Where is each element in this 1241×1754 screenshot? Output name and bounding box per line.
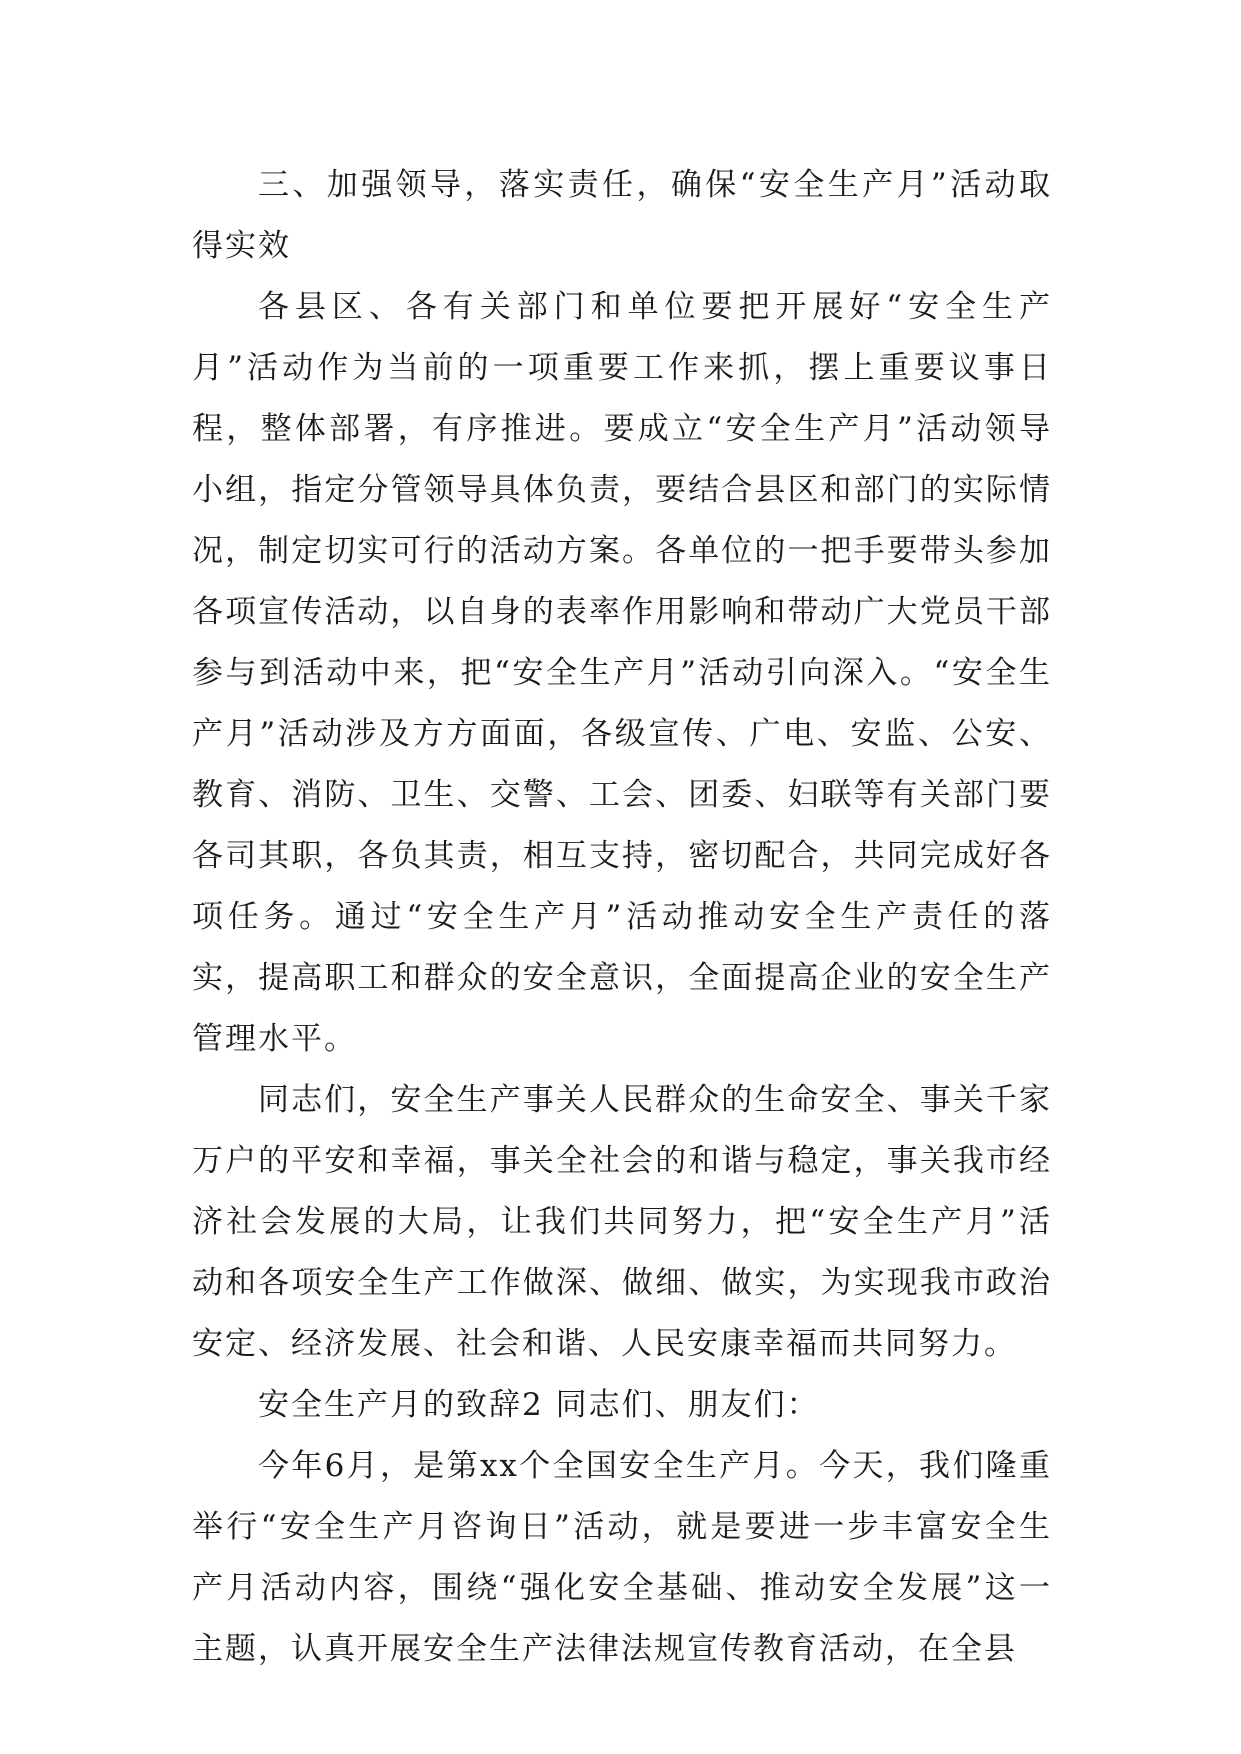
speech-title-paragraph: 安全生产月的致辞2 同志们、朋友们：: [258, 1387, 820, 1423]
body-paragraph: 各县区、各有关部门和单位要把开展好“安全生产月”活动作为当前的一项重要工作来抓，摆上重要议事日程，整体部署，有序推进。要成立“安全生产月”活动领导小组，指定分管领导具体负责，要结合县区和部门的实际情况，制定切实可行的活动方案。各单位的一把手要带头参加各项宣传活动，以自身的表率作用影响和带动广大党员干部参与到活动中来，把“安全生产月”活动引向深入。“安全生产月”活动涉及方方面面，各级宣传、广电、安监、公安、教育、消防、卫生、交警、工会、团委、妇联等有关部门要各司其职，各负其责，相互支持，密切配合，共同完成好各项任务。通过“安全生产月”活动推动安全生产责任的落实，提高职工和群众的安全意识，全面提高企业的安全生产管理水平。: [192, 289, 1052, 1057]
body-paragraph: 同志们，安全生产事关人民群众的生命安全、事关千家万户的平安和幸福，事关全社会的和谐与稳定，事关我市经济社会发展的大局，让我们共同努力，把“安全生产月”活动和各项安全生产工作做深、做细、做实，为实现我市政治安定、经济发展、社会和谐、人民安康幸福而共同努力。: [192, 1082, 1052, 1362]
document-body: [192, 155, 1052, 1680]
body-paragraph: 今年6月，是第xx个全国安全生产月。今天，我们隆重举行“安全生产月咨询日”活动，就是要进一步丰富安全生产月活动内容，围绕“强化安全基础、推动安全发展”这一主题，认真开展安全生产法律法规宣传教育活动，在全县: [192, 1448, 1052, 1667]
section-heading: 三、加强领导，落实责任，确保“安全生产月”活动取得实效: [192, 167, 1052, 264]
